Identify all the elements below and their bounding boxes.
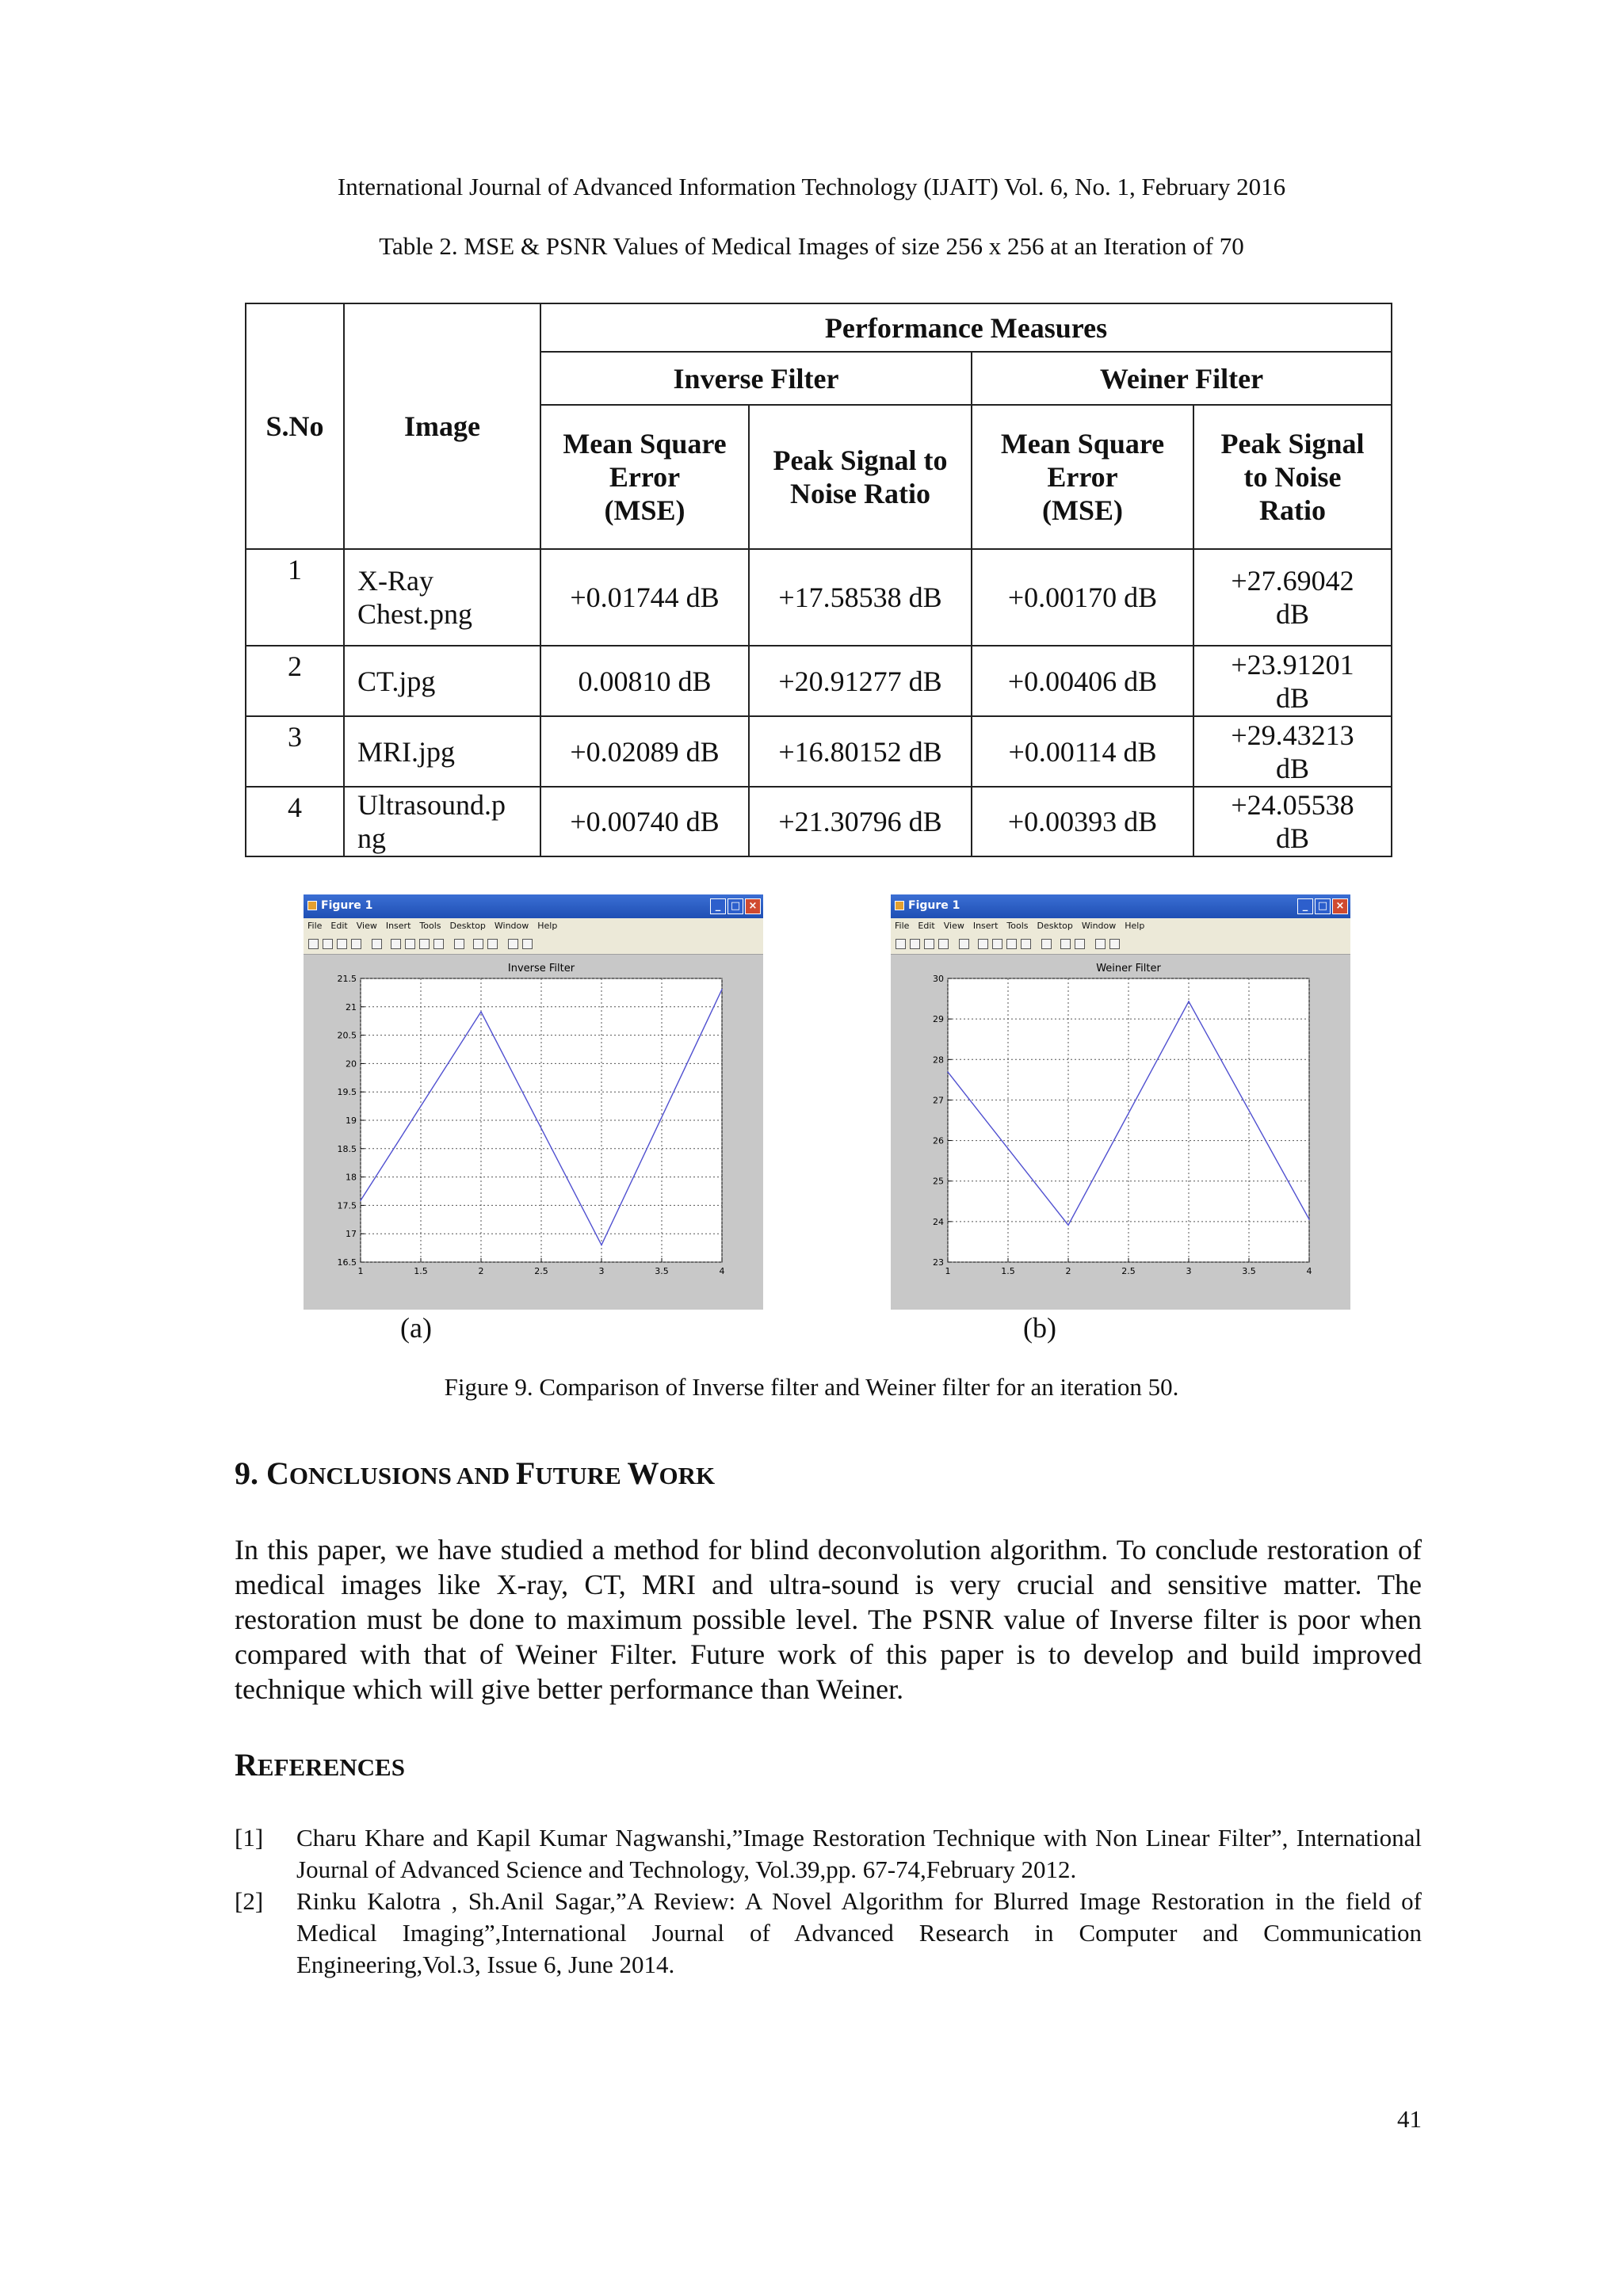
- group-header-inverse: Inverse Filter: [540, 352, 972, 405]
- y-tick-label: 28: [933, 1055, 944, 1066]
- y-tick-label: 17: [346, 1229, 357, 1240]
- menu-view[interactable]: View: [356, 921, 377, 931]
- close-button[interactable]: ×: [745, 898, 761, 914]
- data-point: [1188, 1001, 1190, 1002]
- hide-plot-tools-icon[interactable]: [1095, 939, 1106, 949]
- table-caption: Table 2. MSE & PSNR Values of Medical Images of size 256 x 256 at an Iteration of 70: [379, 232, 1244, 260]
- menu-edit[interactable]: Edit: [918, 921, 935, 931]
- cell-image: MRI.jpg: [344, 716, 540, 787]
- cell-image: X-Ray Chest.png: [344, 549, 540, 646]
- reference-text: Charu Khare and Kapil Kumar Nagwanshi,”Image Restoration Technique with Non Linear Filter”, International Journal of Advanced Science and Technology, Vol.39,pp. 67-74,February 2012.: [296, 1824, 1422, 1883]
- data-point: [601, 1245, 602, 1246]
- journal-header: International Journal of Advanced Information Technology (IJAIT) Vol. 6, No. 1, February 2016: [337, 173, 1286, 200]
- y-tick-label: 18: [346, 1172, 357, 1183]
- maximize-button[interactable]: □: [727, 898, 743, 914]
- cell-weiner-mse: +0.00170 dB: [972, 549, 1193, 646]
- window-titlebar: [891, 894, 1350, 918]
- zoom-out-icon[interactable]: [405, 939, 415, 949]
- cell-weiner-psnr: +24.05538 dB: [1193, 787, 1392, 856]
- data-point: [947, 1071, 949, 1073]
- col-header-image: Image: [344, 303, 540, 549]
- pan-hand-icon[interactable]: [419, 939, 430, 949]
- table-row: [246, 549, 1392, 646]
- menu-file[interactable]: File: [895, 921, 910, 931]
- menu-bar: [891, 918, 1350, 934]
- zoom-out-icon[interactable]: [992, 939, 1002, 949]
- edit-plot-arrow-icon[interactable]: [959, 939, 969, 949]
- x-tick-label: 2: [1065, 1266, 1071, 1276]
- colorbar-icon[interactable]: [473, 939, 483, 949]
- cell-inverse-psnr: +21.30796 dB: [749, 787, 972, 856]
- cell-sno: 4: [246, 787, 344, 856]
- cell-inverse-psnr: +17.58538 dB: [749, 549, 972, 646]
- menu-help[interactable]: Help: [1125, 921, 1145, 931]
- chart-title: Weiner Filter: [1096, 963, 1161, 974]
- menu-bar: [304, 918, 763, 934]
- maximize-button[interactable]: □: [1315, 898, 1331, 914]
- rotate-3d-icon[interactable]: [1021, 939, 1031, 949]
- inverse-filter-plot: [304, 955, 763, 1310]
- x-tick-label: 3.5: [1242, 1266, 1256, 1276]
- y-tick-label: 16.5: [337, 1257, 357, 1268]
- menu-edit[interactable]: Edit: [330, 921, 348, 931]
- table-row: [246, 716, 1392, 787]
- group-header-weiner: Weiner Filter: [972, 352, 1392, 405]
- menu-file[interactable]: File: [307, 921, 323, 931]
- y-tick-label: 27: [933, 1095, 944, 1106]
- pan-hand-icon[interactable]: [1006, 939, 1017, 949]
- cell-image: Ultrasound.p ng: [344, 787, 540, 856]
- print-icon[interactable]: [351, 939, 361, 949]
- y-tick-label: 20.5: [337, 1030, 357, 1041]
- reference-text: Rinku Kalotra , Sh.Anil Sagar,”A Review: A Novel Algorithm for Blurred Image Restoration in the field of Medical Imaging”,International Journal of Advanced Research in Computer and Communication Engineering,Vol.3, Issue 6, June 2014.: [296, 1887, 1422, 1978]
- cell-weiner-psnr: +29.43213 dB: [1193, 716, 1392, 787]
- table-header-row: [246, 303, 1392, 352]
- y-tick-label: 29: [933, 1014, 944, 1025]
- y-tick-label: 25: [933, 1176, 944, 1187]
- figure-toolbar: [304, 934, 763, 955]
- hide-plot-tools-icon[interactable]: [508, 939, 518, 949]
- reference-item: [235, 1886, 1422, 1981]
- x-tick-label: 4: [1306, 1266, 1312, 1276]
- window-title: Figure 1: [321, 899, 373, 912]
- chart-title: Inverse Filter: [507, 963, 575, 974]
- cell-inverse-mse: +0.00740 dB: [540, 787, 749, 856]
- menu-window[interactable]: Window: [494, 921, 529, 931]
- window-titlebar: [304, 894, 763, 918]
- section-heading-conclusions: 9. CONCLUSIONS AND FUTURE WORK: [235, 1455, 716, 1491]
- figure-label-b: (b): [1023, 1312, 1056, 1344]
- cell-weiner-mse: +0.00406 dB: [972, 646, 1193, 716]
- menu-help[interactable]: Help: [537, 921, 558, 931]
- results-table: [245, 303, 1392, 857]
- show-plot-tools-icon[interactable]: [522, 939, 533, 949]
- colorbar-icon[interactable]: [1060, 939, 1071, 949]
- zoom-in-icon[interactable]: [391, 939, 401, 949]
- window-title: Figure 1: [908, 899, 960, 912]
- plot-area: [361, 978, 722, 1262]
- cell-inverse-psnr: +16.80152 dB: [749, 716, 972, 787]
- x-tick-label: 3.5: [655, 1266, 669, 1276]
- y-tick-label: 24: [933, 1216, 944, 1227]
- data-point: [480, 1011, 482, 1013]
- menu-insert[interactable]: Insert: [385, 921, 411, 931]
- cell-sno: 2: [246, 646, 344, 716]
- cell-weiner-mse: +0.00114 dB: [972, 716, 1193, 787]
- data-cursor-icon[interactable]: [454, 939, 464, 949]
- figure-window-inverse: [304, 894, 763, 1310]
- y-tick-label: 19.5: [337, 1087, 357, 1098]
- x-tick-label: 1.5: [1001, 1266, 1015, 1276]
- new-figure-icon[interactable]: [896, 939, 906, 949]
- x-tick-label: 3: [598, 1266, 605, 1276]
- y-tick-label: 21: [346, 1001, 357, 1013]
- figure-caption: Figure 9. Comparison of Inverse filter and Weiner filter for an iteration 50.: [444, 1373, 1179, 1401]
- menu-view[interactable]: View: [943, 921, 964, 931]
- col-header-weiner-psnr: Peak Signal to Noise Ratio: [1193, 405, 1392, 549]
- x-tick-label: 1.5: [414, 1266, 428, 1276]
- save-icon[interactable]: [924, 939, 934, 949]
- conclusions-paragraph: In this paper, we have studied a method for blind deconvolution algorithm. To conclude restoration of medical images like X-ray, CT, MRI and ultra-sound is very crucial and sensitive matter. The restoration must be done to maximum possible level. The PSNR value of Inverse filter is poor when compared with that of Weiner Filter. Future work of this paper is to develop and build improved technique which will give better performance than Weiner.: [235, 1534, 1422, 1705]
- cell-weiner-mse: +0.00393 dB: [972, 787, 1193, 856]
- data-point: [721, 989, 723, 990]
- close-button[interactable]: ×: [1332, 898, 1348, 914]
- x-tick-label: 2.5: [534, 1266, 548, 1276]
- weiner-filter-plot: [891, 955, 1350, 1310]
- cell-sno: 3: [246, 716, 344, 787]
- x-tick-label: 2: [478, 1266, 484, 1276]
- col-header-inverse-psnr: Peak Signal to Noise Ratio: [749, 405, 972, 549]
- matlab-figure-icon: [307, 901, 317, 910]
- save-icon[interactable]: [337, 939, 347, 949]
- table-row: [246, 646, 1392, 716]
- y-tick-label: 21.5: [337, 974, 357, 984]
- y-tick-label: 19: [346, 1116, 357, 1126]
- data-cursor-icon[interactable]: [1041, 939, 1052, 949]
- col-header-inverse-mse: Mean Square Error (MSE): [540, 405, 749, 549]
- y-tick-label: 26: [933, 1135, 944, 1146]
- x-tick-label: 3: [1186, 1266, 1192, 1276]
- y-tick-label: 23: [933, 1257, 944, 1268]
- y-tick-label: 17.5: [337, 1200, 357, 1211]
- cell-image: CT.jpg: [344, 646, 540, 716]
- y-tick-label: 30: [933, 974, 944, 984]
- menu-desktop[interactable]: Desktop: [449, 921, 486, 931]
- data-point: [360, 1199, 361, 1201]
- cell-weiner-psnr: +27.69042 dB: [1193, 549, 1392, 646]
- menu-window[interactable]: Window: [1081, 921, 1117, 931]
- cell-inverse-mse: 0.00810 dB: [540, 646, 749, 716]
- page-number: 41: [1397, 2105, 1422, 2133]
- show-plot-tools-icon[interactable]: [1109, 939, 1120, 949]
- col-header-sno: S.No: [246, 303, 344, 549]
- legend-icon[interactable]: [1075, 939, 1085, 949]
- figure-toolbar: [891, 934, 1350, 955]
- matlab-figure-icon: [895, 901, 904, 910]
- menu-tools[interactable]: Tools: [1006, 921, 1029, 931]
- legend-icon[interactable]: [487, 939, 498, 949]
- group-header-performance: Performance Measures: [540, 303, 1392, 352]
- cell-inverse-psnr: +20.91277 dB: [749, 646, 972, 716]
- section-heading-references: REFERENCES: [235, 1747, 405, 1783]
- menu-desktop[interactable]: Desktop: [1037, 921, 1073, 931]
- minimize-button[interactable]: _: [710, 898, 726, 914]
- menu-insert[interactable]: Insert: [972, 921, 999, 931]
- figure-label-a: (a): [400, 1312, 432, 1344]
- rotate-3d-icon[interactable]: [433, 939, 444, 949]
- zoom-in-icon[interactable]: [978, 939, 988, 949]
- menu-tools[interactable]: Tools: [419, 921, 441, 931]
- new-figure-icon[interactable]: [308, 939, 319, 949]
- x-tick-label: 1: [357, 1266, 364, 1276]
- print-icon[interactable]: [938, 939, 949, 949]
- cell-sno: 1: [246, 549, 344, 646]
- cell-inverse-mse: +0.01744 dB: [540, 549, 749, 646]
- data-point: [1308, 1219, 1310, 1220]
- reference-number: [1]: [235, 1824, 264, 1852]
- open-file-icon[interactable]: [910, 939, 920, 949]
- table-row: [246, 787, 1392, 856]
- x-tick-label: 2.5: [1121, 1266, 1136, 1276]
- figure-window-weiner: [891, 894, 1350, 1310]
- reference-item: [235, 1822, 1422, 1886]
- y-tick-label: 18.5: [337, 1143, 357, 1154]
- cell-weiner-psnr: +23.91201 dB: [1193, 646, 1392, 716]
- x-tick-label: 4: [719, 1266, 725, 1276]
- minimize-button[interactable]: _: [1297, 898, 1313, 914]
- col-header-weiner-mse: Mean Square Error (MSE): [972, 405, 1193, 549]
- reference-number: [2]: [235, 1887, 264, 1915]
- x-tick-label: 1: [945, 1266, 951, 1276]
- y-tick-label: 20: [346, 1058, 357, 1070]
- cell-inverse-mse: +0.02089 dB: [540, 716, 749, 787]
- edit-plot-arrow-icon[interactable]: [372, 939, 382, 949]
- open-file-icon[interactable]: [323, 939, 333, 949]
- data-point: [1067, 1225, 1069, 1226]
